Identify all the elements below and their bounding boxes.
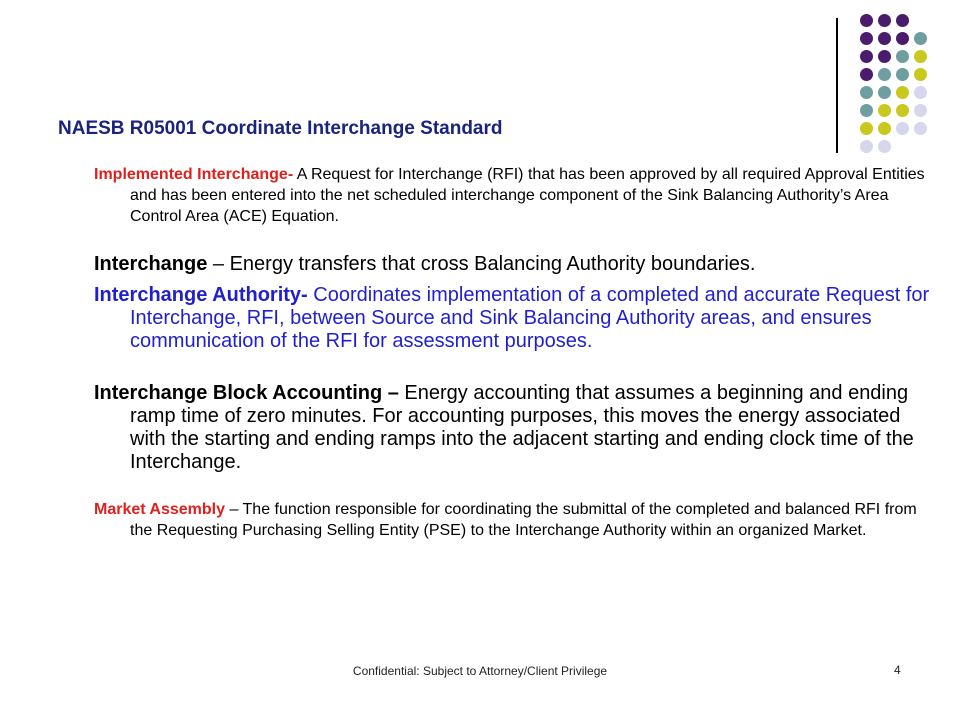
- decorative-dot-grid: [846, 14, 946, 154]
- definition-text: Coordinates implementation of a completed and accurate Request for Interchange, RFI, between Source and Sink Balancing Authority areas, and ensures communication of the RFI for assessment purposes.: [130, 284, 930, 352]
- definition-term: Interchange: [94, 253, 208, 275]
- definition-market-assembly: [94, 499, 936, 541]
- decorative-dot: [860, 122, 873, 135]
- decorative-dot: [878, 86, 891, 99]
- definition-interchange-authority: [94, 284, 936, 353]
- decorative-dot: [914, 50, 927, 63]
- definition-term: Interchange Authority-: [94, 284, 308, 306]
- page-number: 4: [894, 663, 901, 677]
- definition-interchange: [94, 253, 936, 276]
- decorative-dot: [896, 32, 909, 45]
- slide-title: NAESB R05001 Coordinate Interchange Standard: [58, 118, 503, 139]
- decorative-divider-line: [836, 18, 838, 153]
- definition-interchange-block-accounting: [94, 382, 936, 474]
- decorative-dot: [914, 32, 927, 45]
- definition-text: – Energy transfers that cross Balancing Authority boundaries.: [207, 253, 756, 275]
- decorative-dot: [878, 104, 891, 117]
- decorative-dot: [896, 122, 909, 135]
- decorative-dot: [860, 140, 873, 153]
- decorative-dot: [878, 68, 891, 81]
- decorative-dot: [914, 122, 927, 135]
- decorative-dot: [878, 140, 891, 153]
- decorative-dot: [860, 86, 873, 99]
- definition-term: Market Assembly: [94, 501, 226, 518]
- decorative-dot: [896, 68, 909, 81]
- decorative-dot: [878, 32, 891, 45]
- decorative-dot: [878, 14, 891, 27]
- decorative-dot: [896, 50, 909, 63]
- decorative-dot: [914, 104, 927, 117]
- decorative-dot: [878, 122, 891, 135]
- definition-implemented-interchange: [94, 164, 936, 227]
- decorative-dot: [860, 50, 873, 63]
- decorative-dot: [860, 68, 873, 81]
- definition-text: – The function responsible for coordinating the submittal of the completed and balanced RFI from the Requesting Purchasing Selling Entity (PSE) to the Interchange Authority within an organized Market.: [130, 501, 917, 539]
- definition-text: A Request for Interchange (RFI) that has been approved by all required Approval Entities and has been entered into the net scheduled interchange component of the Sink Balancing Authority’s Area Control Area (ACE) Equation.: [130, 166, 925, 225]
- decorative-dot: [860, 104, 873, 117]
- decorative-dot: [860, 14, 873, 27]
- decorative-dot: [914, 68, 927, 81]
- decorative-dot: [914, 86, 927, 99]
- decorative-dot: [878, 50, 891, 63]
- definition-term: Interchange Block Accounting –: [94, 382, 399, 404]
- decorative-dot: [896, 104, 909, 117]
- definition-text: Energy accounting that assumes a beginning and ending ramp time of zero minutes. For accounting purposes, this moves the energy associated with the starting and ending ramps into the adjacent starting and ending clock time of the Interchange.: [130, 382, 914, 473]
- decorative-dot: [896, 14, 909, 27]
- definition-term: Implemented Interchange-: [94, 166, 294, 183]
- decorative-dot: [896, 86, 909, 99]
- decorative-dot: [860, 32, 873, 45]
- confidentiality-footer: Confidential: Subject to Attorney/Client Privilege: [352, 664, 608, 678]
